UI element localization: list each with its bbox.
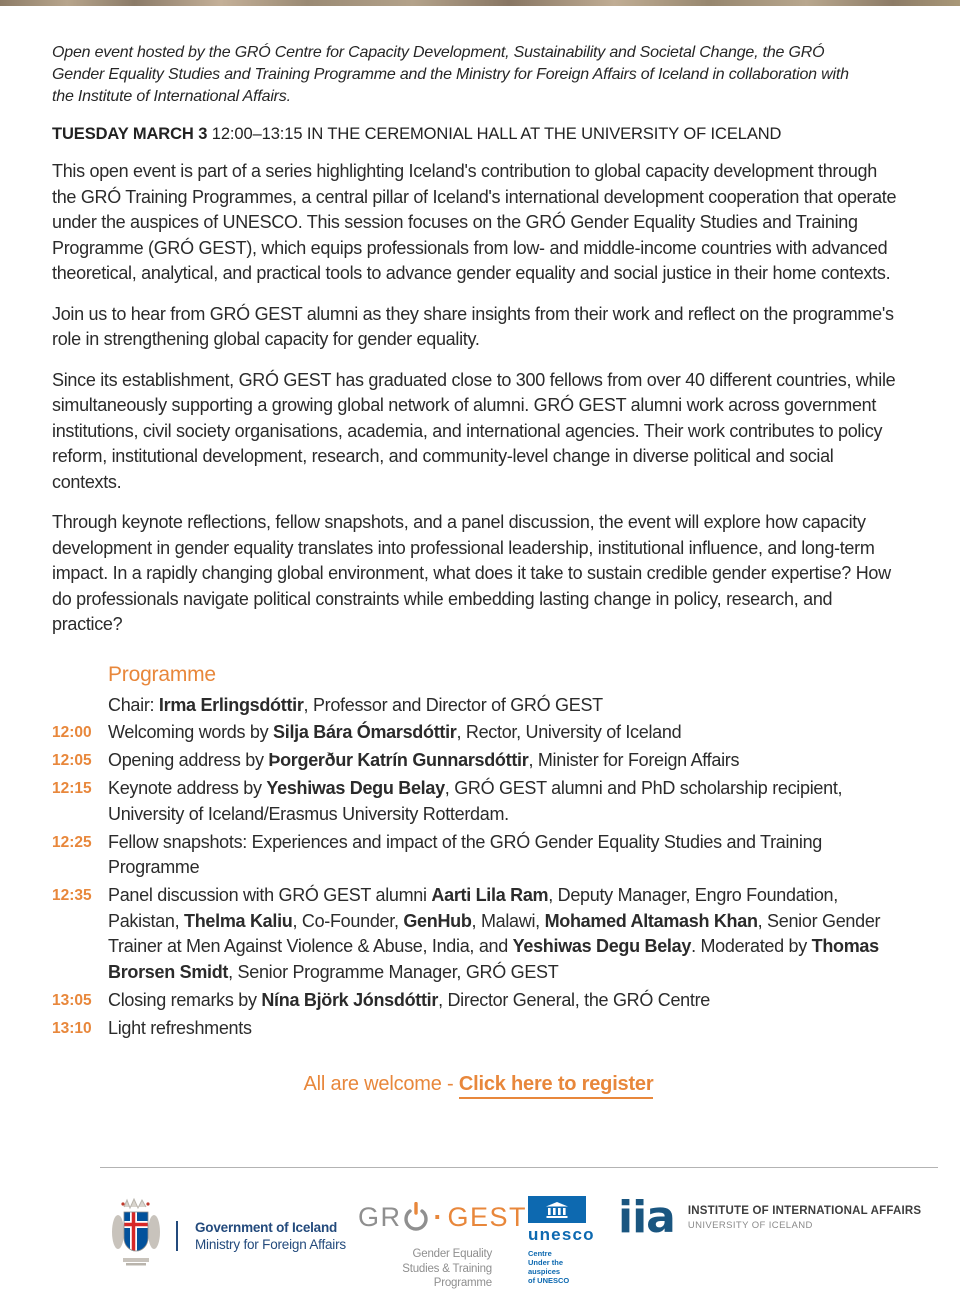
programme-text: Light refreshments [108,1017,252,1038]
gro-tagline-line: Programme [433,1277,492,1289]
institute-international-affairs-logo [618,1192,922,1243]
programme-item [52,720,905,746]
programme-item [52,988,905,1014]
government-line1: Government of Iceland [195,1219,338,1235]
gro-power-o-icon [403,1202,429,1237]
iia-wordmark-icon: iia [618,1192,675,1243]
gro-letters: GR [358,1202,402,1232]
programme-time: 13:05 [52,991,92,1009]
iia-line2: UNIVERSITY OF ICELAND [687,1220,813,1231]
programme-item [52,748,905,774]
gro-tagline-line: Gender Equality [412,1248,492,1260]
body-paragraph: Join us to hear from GRÓ GEST alumni as they share insights from their work and reflect on the programme's role in strengthening global capacity for gender equality. [52,303,894,349]
body-paragraph: Through keynote reflections, fellow snapshots, and a panel discussion, the event will explore how capacity development in gender equality translates into professional leadership, institutional influence, and long-term impact. In a rapidly changing global environment, what does it take to sustain credible gender expertise? How do professionals navigate political constraints while embedding lasting change in policy, research, and practice? [52,512,891,634]
event-date-bold: TUESDAY MARCH 3 [52,125,208,143]
programme-time: 12:35 [52,887,92,904]
programme-text: Opening address by Þorgerður Katrín Gunnarsdóttir, Minister for Foreign Affairs [108,750,740,770]
unesco-subtitle-line: of UNESCO [528,1276,570,1285]
gest-letters: GEST [447,1202,528,1232]
programme-time: 13:10 [52,1019,92,1037]
programme-item [52,883,905,985]
programme-item [52,1016,905,1042]
programme-time: 12:05 [52,752,92,769]
gro-gest-logo [358,1202,528,1291]
footer-logos [0,1190,960,1303]
gro-tagline-line: Studies & Training [402,1262,492,1275]
event-date-line [52,125,905,144]
programme-item [52,830,905,881]
unesco-logo [528,1196,595,1285]
programme-time: 12:00 [52,724,92,741]
gro-gest-wordmark [358,1202,528,1237]
unesco-subtitle-line: Centre [528,1249,552,1258]
programme-list [52,720,905,1041]
gro-gest-tagline [358,1247,492,1291]
gro-gest-dot: · [433,1202,443,1232]
programme-time: 12:15 [52,780,92,797]
unesco-wordmark: unesco [528,1225,595,1244]
programme-text: Panel discussion with GRÓ GEST alumni Aarti Lila Ram, Deputy Manager, Engro Foundation, Pakistan, Thelma Kaliu, Co-Founder, GenHub, Malawi, Mohamed Altamash Khan, Senior Gender Trainer at Men Against Violence & Abuse, India, and Yeshiwas Degu Belay. Moderated by Thomas Brorsen Smidt, Senior Programme Manager, GRÓ GEST [108,885,881,982]
iia-line1: INSTITUTE OF INTERNATIONAL AFFAIRS [687,1205,922,1217]
flyer-content [0,6,960,1096]
programme-section [52,662,905,1042]
unesco-subtitle-line: Under the auspices [528,1258,564,1276]
iceland-coat-of-arms-icon [110,1198,162,1273]
unesco-subtitle [528,1249,590,1285]
government-logo-text [195,1219,346,1253]
programme-time: 12:25 [52,833,92,851]
programme-text: Welcoming words by Silja Bára Ómarsdóttir, Rector, University of Iceland [108,722,682,742]
programme-heading: Programme [108,662,216,686]
government-of-iceland-logo [110,1198,346,1273]
unesco-temple-icon [528,1196,586,1223]
intro-paragraph: Open event hosted by the GRÓ Centre for Capacity Development, Sustainability and Societal Change, the GRÓ Gender Equality Studies and Training Programme and the Ministry for Foreign Affairs of Iceland in collaboration with the Institute of International Affairs. [52,44,849,105]
register-link[interactable]: Click here to register [459,1073,654,1099]
programme-item [52,776,905,827]
programme-chair: Chair: Irma Erlingsdóttir, Professor and Director of GRÓ GEST [108,694,603,715]
register-line [52,1073,905,1096]
logo-separator-line [176,1221,178,1251]
programme-text: Keynote address by Yeshiwas Degu Belay, GRÓ GEST alumni and PhD scholarship recipient, University of Iceland/Erasmus University Rotterdam. [108,778,843,824]
iia-logo-text [688,1198,921,1231]
event-date-rest: 12:00–13:15 IN THE CEREMONIAL HALL AT THE UNIVERSITY OF ICELAND [207,125,782,143]
register-prefix: All are welcome - [303,1073,459,1095]
footer-divider [100,1167,938,1168]
programme-text: Closing remarks by Nína Björk Jónsdóttir, Director General, the GRÓ Centre [108,989,710,1010]
programme-text: Fellow snapshots: Experiences and impact of the GRÓ Gender Equality Studies and Training Programme [108,831,823,877]
government-line2: Ministry for Foreign Affairs [195,1236,346,1252]
body-paragraph: This open event is part of a series highlighting Iceland's contribution to global capacity development through the GRÓ Training Programmes, a central pillar of Iceland's international development cooperation that operate under the auspices of UNESCO. This session focuses on the GRÓ Gender Equality Studies and Training Programme (GRÓ GEST), which equips professionals from low- and middle-income countries with advanced theoretical, analytical, and practical tools to advance gender equality and social justice in their home contexts. [52,161,897,283]
body-paragraph: Since its establishment, GRÓ GEST has graduated close to 300 fellows from over 40 different countries, while simultaneously supporting a growing global network of alumni. GRÓ GEST alumni work across government institutions, civil society organisations, academia, and international agencies. Their work contributes to policy reform, institutional development, research, and community-level change in diverse political and social contexts. [52,369,896,492]
